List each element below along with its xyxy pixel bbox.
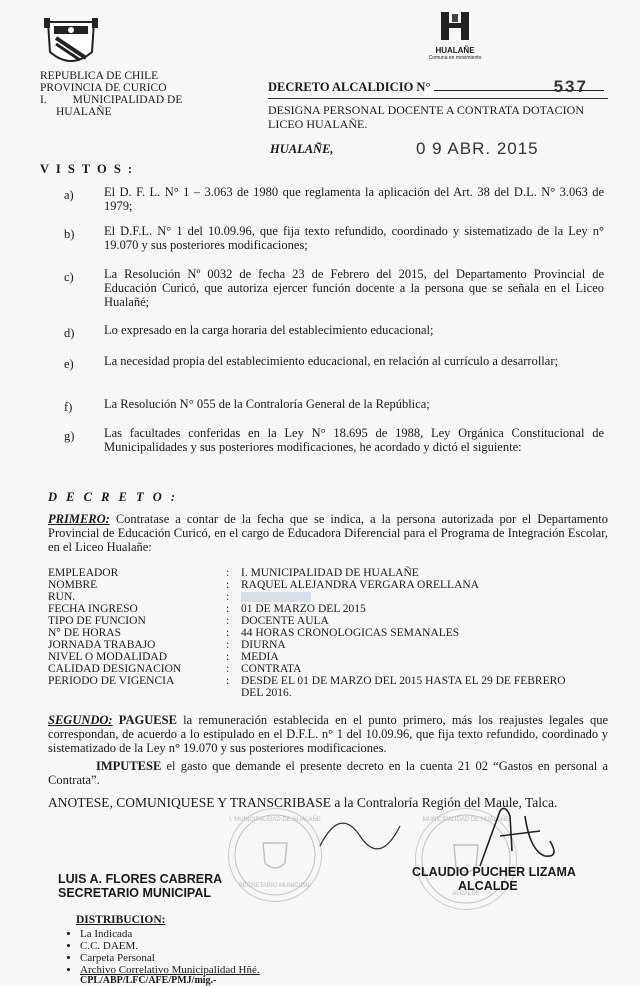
hualane-h-icon bbox=[435, 10, 475, 42]
decree-number-line bbox=[434, 77, 604, 96]
decree-label: DECRETO ALCALDICIO N° 537 bbox=[268, 80, 608, 94]
distribution-title: DISTRIBUCION: bbox=[76, 914, 166, 926]
segundo-text: la remuneración establecida en el punto primero, más los reajustes legales que correspondan, de acuerdo a lo estipulado en el D.F.L. n° 1 del 10.09.96, que fija texto refundido, coordinado y sistematizado de la Ley n° 19.070 y sus posteriores modificaciones. bbox=[48, 713, 608, 755]
primero-label: PRIMERO: bbox=[48, 512, 110, 526]
decree-header-rule bbox=[268, 98, 608, 99]
imputese-bold: IMPUTESE bbox=[96, 759, 162, 773]
municipality-line: I. MUNICIPALIDAD DE bbox=[40, 94, 183, 106]
handwritten-signature bbox=[300, 796, 580, 876]
segundo-label: SEGUNDO: bbox=[48, 713, 113, 727]
header-left-block bbox=[40, 70, 240, 118]
distribution-item: • Archivo Correlativo Municipalidad Hñé. bbox=[80, 964, 380, 976]
distribution-list bbox=[62, 928, 380, 976]
logo-tagline: Comuna en movimiento bbox=[428, 55, 482, 61]
distribution-item: • La Indicada bbox=[80, 928, 380, 940]
logo-text: HUALAÑE bbox=[435, 46, 475, 55]
province-line: PROVINCIA DE CURICO bbox=[40, 82, 167, 94]
decree-place: HUALAÑE, bbox=[270, 142, 334, 156]
segundo-paragraph bbox=[48, 713, 608, 755]
mayor-name: CLAUDIO PUCHER LIZAMA bbox=[412, 865, 576, 879]
secretary-seal-text: I. MUNICIPALIDAD DE HUALAÑE bbox=[229, 817, 321, 823]
secretary-seal-sub: SECRETARIO MUNICIPAL bbox=[238, 883, 312, 889]
imputese-paragraph bbox=[48, 759, 608, 787]
date-stamp: 0 9 ABR. 2015 bbox=[416, 139, 539, 158]
primero-text: Contratase a contar de la fecha que se indica, a la persona autorizada por el Departamento Provincial de Educación Curicó, en el cargo de Educadora Diferencial para el Programa de Integración Escolar, en el Liceo Hualañe: bbox=[48, 512, 608, 554]
hualane-logo bbox=[425, 10, 485, 60]
commune-line: HUALAÑE bbox=[56, 106, 112, 118]
distribution-footer-code: CPL/ABP/LFC/AFE/PMJ/mig.- bbox=[80, 975, 217, 986]
distribution-item: • C.C. DAEM. bbox=[80, 940, 380, 952]
vistos-title: V I S T O S : bbox=[40, 162, 135, 176]
imputese-text: el gasto que demande el presente decreto en la cuenta 21 02 “Gastos en personal a Contrata”. bbox=[48, 759, 608, 787]
primero-paragraph bbox=[48, 512, 608, 554]
segundo-bold: PAGUESE bbox=[112, 713, 177, 727]
secretary-name: LUIS A. FLORES CABRERA bbox=[58, 872, 223, 886]
decree-subject: DESIGNA PERSONAL DOCENTE A CONTRATA DOTACION LICEO HUALAÑE. bbox=[268, 103, 584, 131]
distribution-item: • Carpeta Personal bbox=[80, 952, 380, 964]
mayor-seal-text: MUNICIPALIDAD DE HUALAÑE bbox=[422, 817, 510, 823]
redacted-run bbox=[241, 592, 311, 602]
country-line: REPUBLICA DE CHILE bbox=[40, 70, 159, 82]
mayor-seal-sub: ALCALDE bbox=[452, 891, 480, 897]
decreto-title: D E C R E T O : bbox=[48, 490, 179, 504]
coat-of-arms-logo bbox=[42, 14, 100, 72]
mayor-title: ALCALDE bbox=[458, 879, 518, 893]
closing-line: ANOTESE, COMUNIQUESE Y TRANSCRIBASE a la Contraloría Región del Maule, Talca. bbox=[48, 795, 558, 810]
secretary-title: SECRETARIO MUNICIPAL bbox=[58, 886, 212, 900]
decree-number: 537 bbox=[553, 77, 588, 96]
